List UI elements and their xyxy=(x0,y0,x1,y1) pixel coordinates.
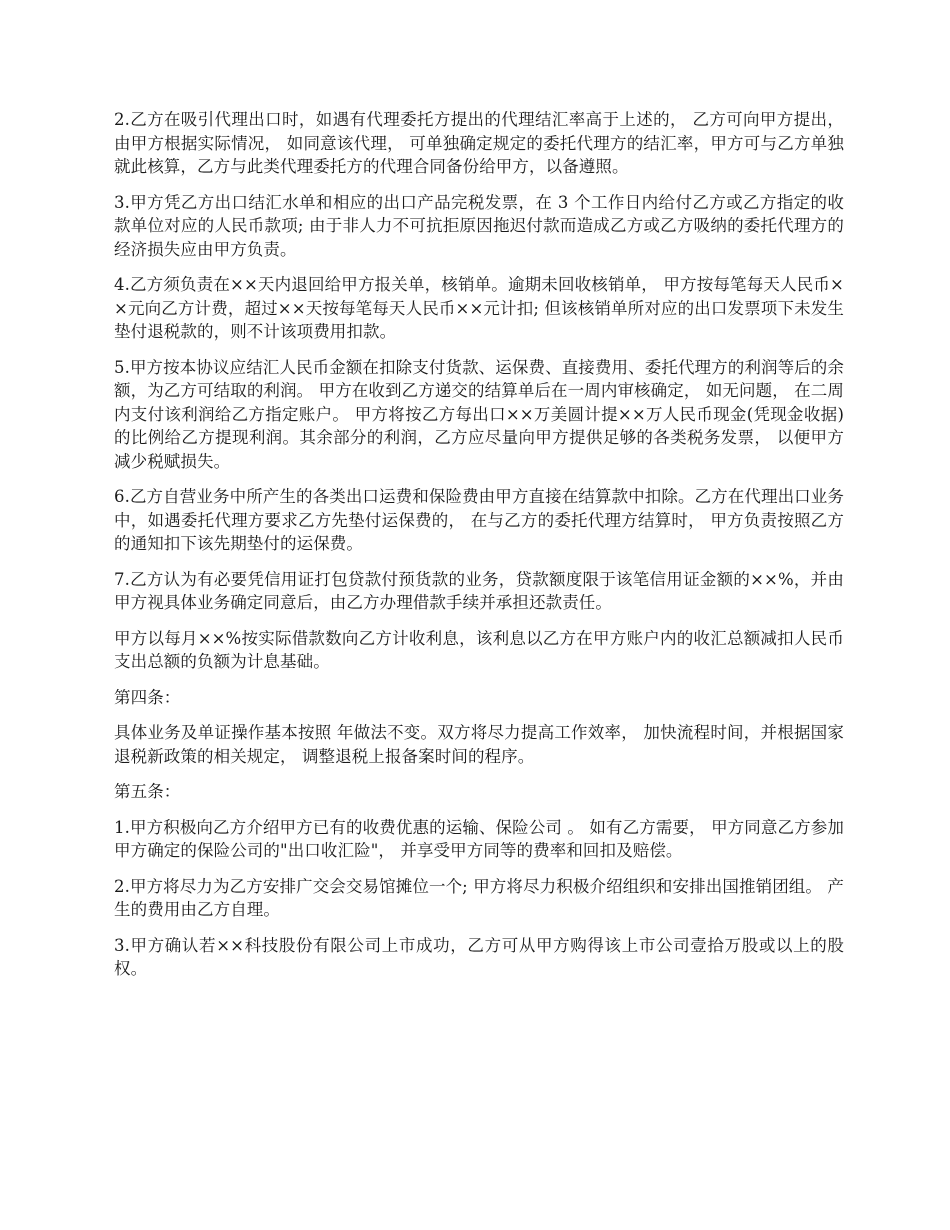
clause-3-item-3: 3.甲方凭乙方出口结汇水单和相应的出口产品完税发票，在 3 个工作日内给付乙方或乙方指定的收款单位对应的人民币款项; 由于非人力不可抗拒原因拖迟付款而造成乙方或乙方吸纳的委托代理方的经济损失应由甲方负责。 xyxy=(114,192,844,259)
clause-3-item-4: 4.乙方须负责在××天内退回给甲方报关单，核销单。逾期未回收核销单， 甲方按每笔每天人民币××元向乙方计费，超过××天按每笔每天人民币××元计扣; 但该核销单所对应的出口发票项下未发生垫付退税款的，则不计该项费用扣款。 xyxy=(114,275,844,341)
article-5-item-2: 2.甲方将尽力为乙方安排广交会交易馆摊位一个; 甲方将尽力积极介绍组织和安排出国推销团组。 产生的费用由乙方自理。 xyxy=(114,876,844,919)
article-5-item-1: 1.甲方积极向乙方介绍甲方已有的收费优惠的运输、保险公司 。 如有乙方需要， 甲方同意乙方参加甲方确定的保险公司的"出口收汇险"， 并享受甲方同等的费率和回扣及赔偿。 xyxy=(114,817,844,860)
clause-3-item-6: 6.乙方自营业务中所产生的各类出口运费和保险费由甲方直接在结算款中扣除。乙方在代理出口业务中，如遇委托代理方要求乙方先垫付运保费的， 在与乙方的委托代理方结算时， 甲方负责按照乙方的通知扣下该先期垫付的运保费。 xyxy=(114,487,844,553)
clause-3-item-5: 5.甲方按本协议应结汇人民币金额在扣除支付货款、运保费、直接费用、委托代理方的利润等后的余额，为乙方可结取的利润。 甲方在收到乙方递交的结算单后在一周内审核确定， 如无问题， 在二周内支付该利润给乙方指定账户。 甲方将按乙方每出口××万美圆计提××万人民币现金(凭现金收据)的比例给乙方提现利润。其余部分的利润，乙方应尽量向甲方提供足够的各类税务发票， 以便甲方减少税赋损失。 xyxy=(114,357,844,471)
article-5-item-3: 3.甲方确认若××科技股份有限公司上市成功，乙方可从甲方购得该上市公司壹拾万股或以上的股权。 xyxy=(114,935,844,978)
article-4-body: 具体业务及单证操作基本按照 年做法不变。双方将尽力提高工作效率， 加快流程时间，并根据国家退税新政策的相关规定， 调整退税上报备案时间的程序。 xyxy=(114,723,844,766)
interest-paragraph: 甲方以每月××%按实际借款数向乙方计收利息，该利息以乙方在甲方账户内的收汇总额减扣人民币支出总额的负额为计息基础。 xyxy=(114,628,844,671)
article-5-heading: 第五条： xyxy=(114,782,181,801)
document-body xyxy=(114,108,844,993)
clause-3-item-7: 7.乙方认为有必要凭信用证打包贷款付预货款的业务，贷款额度限于该笔信用证金额的××%，并由甲方视具体业务确定同意后，由乙方办理借款手续并承担还款责任。 xyxy=(114,569,844,612)
clause-3-item-2: 2.乙方在吸引代理出口时，如遇有代理委托方提出的代理结汇率高于上述的， 乙方可向甲方提出，由甲方根据实际情况， 如同意该代理， 可单独确定规定的委托代理方的结汇率，甲方可与乙方单独就此核算，乙方与此类代理委托方的代理合同备份给甲方，以备遵照。 xyxy=(114,110,844,176)
article-4-heading: 第四条： xyxy=(114,687,181,707)
